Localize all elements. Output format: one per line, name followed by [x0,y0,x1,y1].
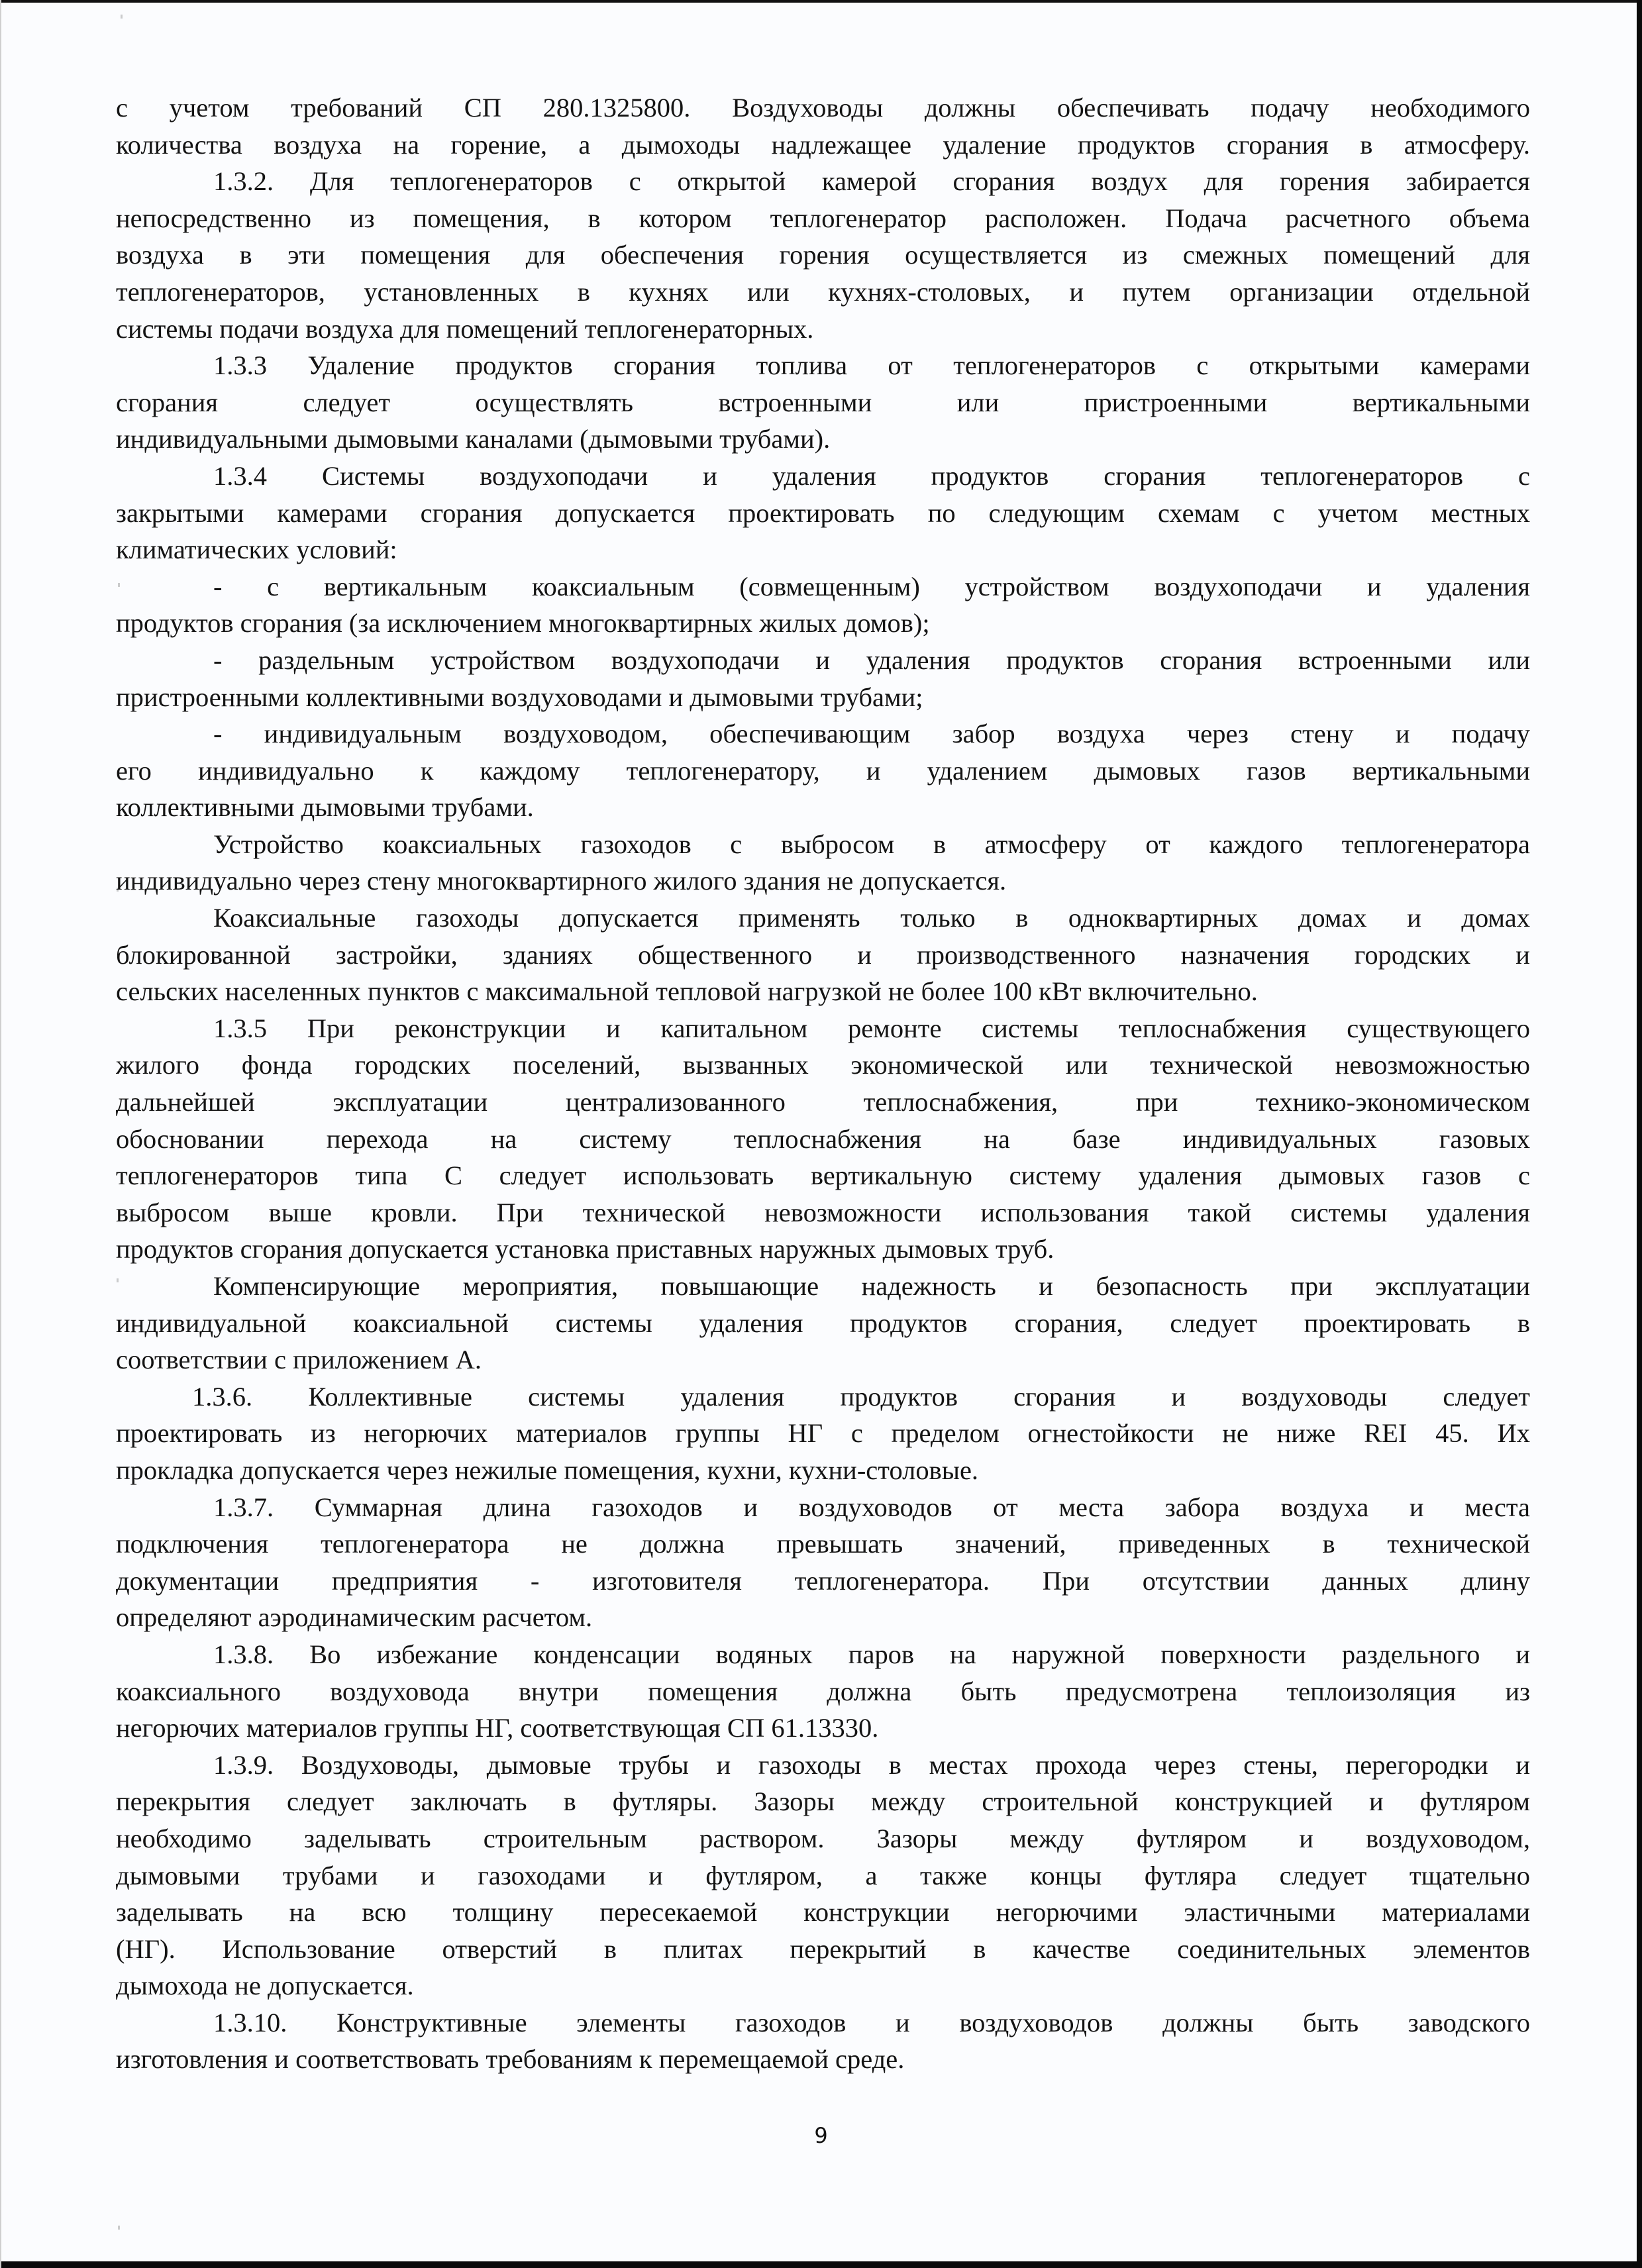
text-line: 1.3.6. Коллективные системы удаления продуктов сгорания и воздуховоды следует [192,1381,1530,1412]
text-line: закрытыми камерами сгорания допускается проектировать по следующим схемам с учетом местных [116,497,1530,528]
scan-border-bottom [0,2261,1642,2268]
text-line: перекрытия следует заключать в футляры. Зазоры между строительной конструкцией и футляром [116,1786,1530,1817]
text-line: негорючих материалов группы НГ, соответствующая СП 61.13330. [116,1713,879,1743]
text-line: его индивидуально к каждому теплогенератору, и удалением дымовых газов вертикальными [116,755,1530,786]
scan-border-top [0,0,1642,3]
document-page-body [116,89,1530,2078]
text-line: подключения теплогенератора не должна превышать значений, приведенных в технической [116,1529,1530,1559]
scan-speck [118,2226,120,2230]
scan-border-right [1637,0,1642,2268]
text-line: - раздельным устройством воздухоподачи и удаления продуктов сгорания встроенными или [213,644,1530,675]
text-line: изготовления и соответствовать требованиям к перемещаемой среде. [116,2044,905,2075]
text-line: Устройство коаксиальных газоходов с выбросом в атмосферу от каждого теплогенератора [213,829,1530,859]
text-line: продуктов сгорания допускается установка приставных наружных дымовых труб. [116,1234,1054,1264]
text-line: (НГ). Использование отверстий в плитах перекрытий в качестве соединительных элементов [116,1933,1530,1964]
text-line: 1.3.5 При реконструкции и капитальном ремонте системы теплоснабжения существующего [213,1013,1530,1043]
text-line: документации предприятия - изготовителя теплогенератора. При отсутствии данных длину [116,1565,1530,1596]
scan-speck [121,15,123,19]
text-line: индивидуальными дымовыми каналами (дымовыми трубами). [116,424,831,454]
text-line: коллективными дымовыми трубами. [116,792,534,823]
text-line: с учетом требований СП 280.1325800. Воздуховоды должны обеспечивать подачу необходимого [116,93,1530,123]
text-line: продуктов сгорания (за исключением многоквартирных жилых домов); [116,608,930,639]
text-line: климатических условий: [116,535,397,565]
text-line: проектировать из негорючих материалов группы НГ с пределом огнестойкости не ниже REI 45. Их [116,1418,1530,1449]
text-line: жилого фонда городских поселений, вызванных экономической или технической невозможностью [116,1050,1530,1080]
text-line: дымохода не допускается. [116,1971,414,2001]
text-line: количества воздуха на горение, а дымоходы надлежащее удаление продуктов сгорания в атмосферу. [116,129,1530,160]
text-line: соответствии с приложением А. [116,1345,482,1375]
text-line: индивидуальной коаксиальной системы удаления продуктов сгорания, следует проектировать в [116,1308,1530,1338]
text-line: воздуха в эти помещения для обеспечения горения осуществляется из смежных помещений для [116,240,1530,270]
text-line: 1.3.2. Для теплогенераторов с открытой камерой сгорания воздух для горения забирается [213,166,1530,197]
text-line: Компенсирующие мероприятия, повышающие надежность и безопасность при эксплуатации [213,1271,1530,1301]
page-number: 9 [814,2123,828,2148]
text-line: выбросом выше кровли. При технической невозможности использования такой системы удаления [116,1197,1530,1227]
text-line: системы подачи воздуха для помещений теплогенераторных. [116,313,814,344]
text-line: определяют аэродинамическим расчетом. [116,1602,593,1633]
text-line: прокладка допускается через нежилые помещения, кухни, кухни-столовые. [116,1455,979,1485]
text-line: необходимо заделывать строительным раствором. Зазоры между футляром и воздуховодом, [116,1823,1530,1853]
text-line: непосредственно из помещения, в котором теплогенератор расположен. Подача расчетного объема [116,203,1530,233]
text-line: дальнейшей эксплуатации централизованного теплоснабжения, при технико-экономическом [116,1087,1530,1117]
text-line: 1.3.8. Во избежание конденсации водяных паров на наружной поверхности раздельного и [213,1639,1530,1669]
text-line: сгорания следует осуществлять встроенными или пристроенными вертикальными [116,387,1530,417]
text-line: индивидуально через стену многоквартирного жилого здания не допускается. [116,866,1007,896]
text-line: 1.3.7. Суммарная длина газоходов и воздуховодов от места забора воздуха и места [213,1492,1530,1522]
text-line: - с вертикальным коаксиальным (совмещенным) устройством воздухоподачи и удаления [213,571,1530,601]
text-line: 1.3.9. Воздуховоды, дымовые трубы и газоходы в местах прохода через стены, перегородки и [213,1749,1530,1780]
text-line: дымовыми трубами и газоходами и футляром, а также концы футляра следует тщательно [116,1860,1530,1890]
text-line: 1.3.4 Системы воздухоподачи и удаления продуктов сгорания теплогенераторов с [213,460,1530,491]
text-line: 1.3.3 Удаление продуктов сгорания топлива от теплогенераторов с открытыми камерами [213,350,1530,381]
text-line: Коаксиальные газоходы допускается применять только в одноквартирных домах и домах [213,903,1530,933]
text-line: обосновании перехода на систему теплоснабжения на базе индивидуальных газовых [116,1123,1530,1154]
text-line: теплогенераторов, установленных в кухнях или кухнях-столовых, и путем организации отдельной [116,276,1530,307]
text-line: коаксиального воздуховода внутри помещения должна быть предусмотрена теплоизоляция из [116,1676,1530,1706]
text-line: заделывать на всю толщину пересекаемой конструкции негорючими эластичными материалами [116,1897,1530,1928]
text-line: теплогенераторов типа С следует использовать вертикальную систему удаления дымовых газов с [116,1160,1530,1191]
text-line: пристроенными коллективными воздуховодами и дымовыми трубами; [116,682,923,712]
text-line: блокированной застройки, зданиях общественного и производственного назначения городских и [116,939,1530,970]
text-line: сельских населенных пунктов с максимальной тепловой нагрузкой не более 100 кВт включительно. [116,976,1258,1007]
scan-border-left [0,0,1,2268]
text-line: - индивидуальным воздуховодом, обеспечивающим забор воздуха через стену и подачу [213,719,1530,749]
text-line: 1.3.10. Конструктивные элементы газоходов и воздуховодов должны быть заводского [213,2007,1530,2037]
